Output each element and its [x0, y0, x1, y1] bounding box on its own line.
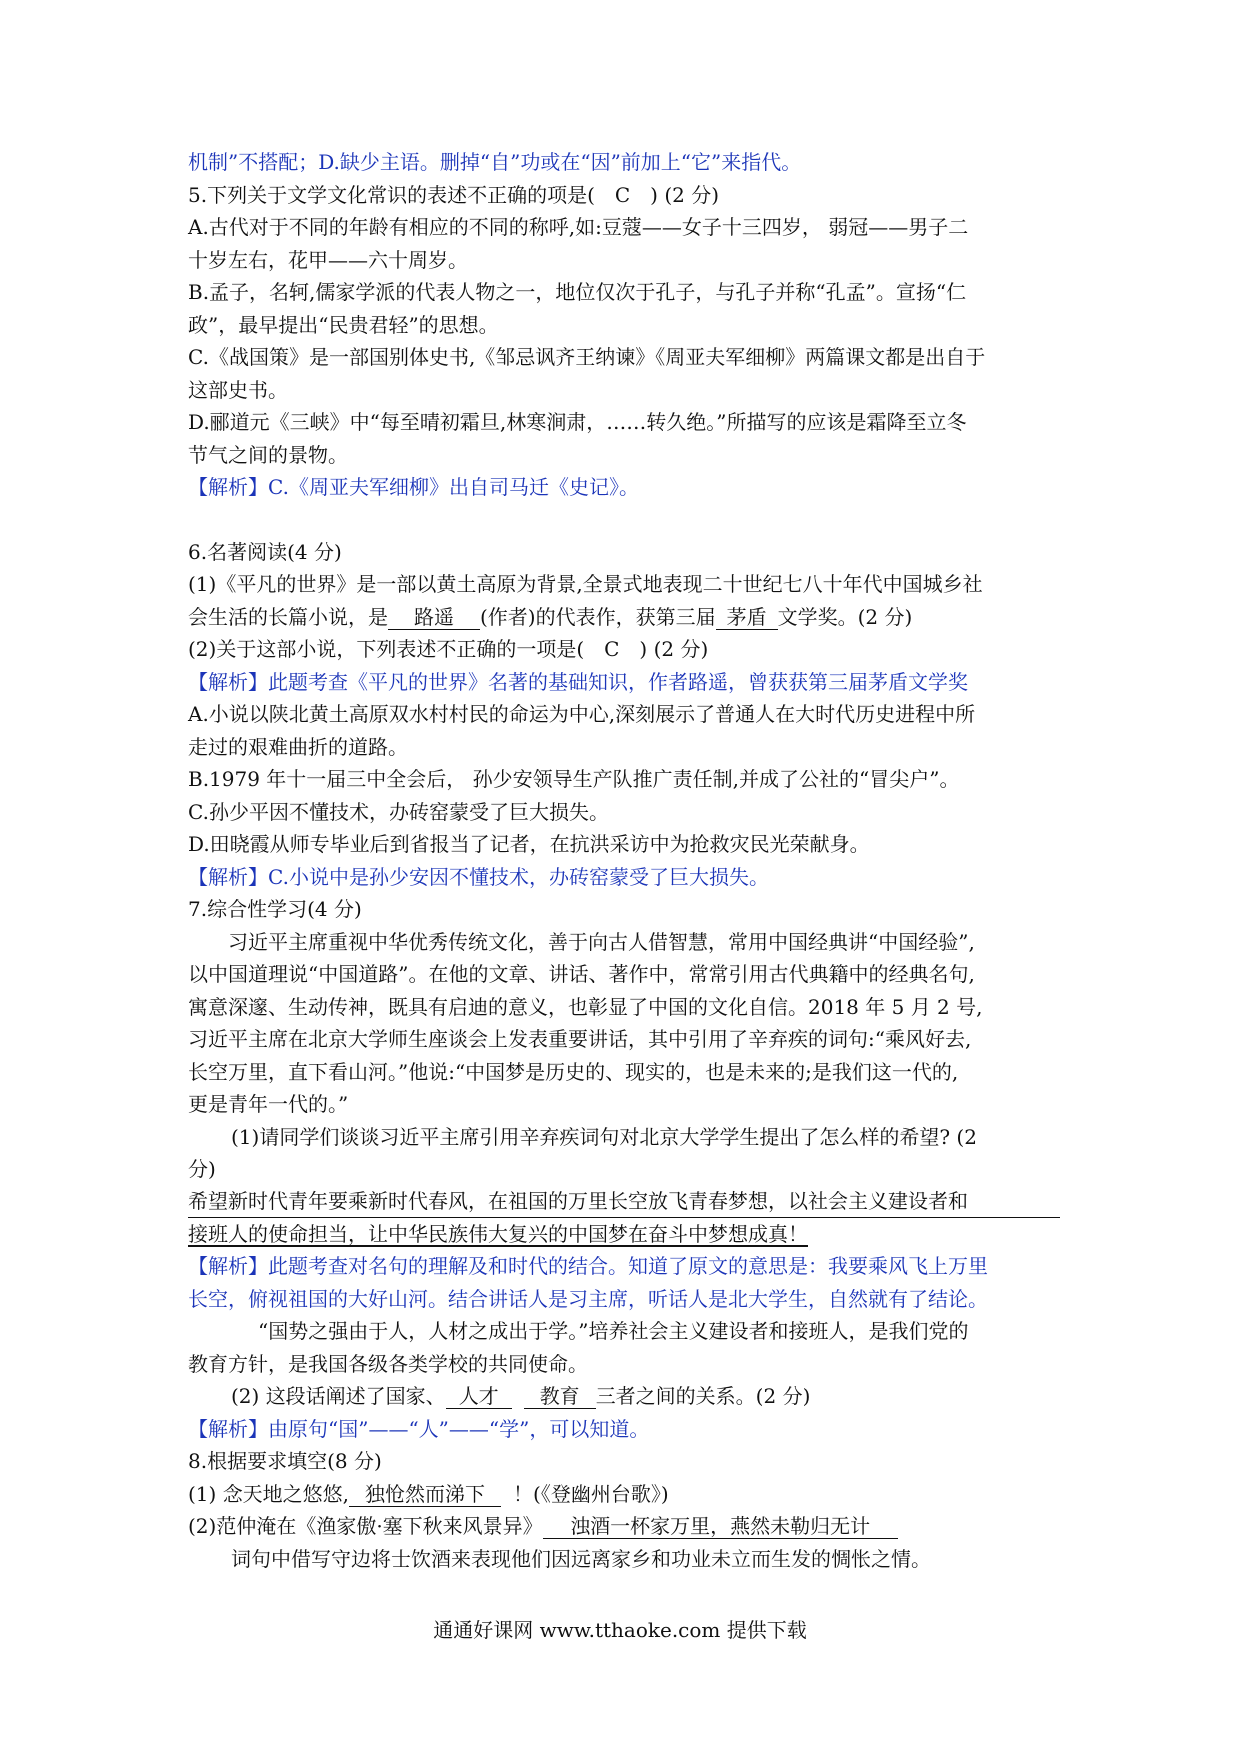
q6-part2: (2)关于这部小说，下列表述不正确的一项是( C ) (2 分) — [188, 637, 709, 661]
q6-option-a: A.小说以陕北黄土高原双水村村民的命运为中心,深刻展示了普通人在大时代历史进程中所 — [188, 702, 976, 726]
passage-line: 习近平主席在北京大学师生座谈会上发表重要讲话，其中引用了辛弃疾的词句:“乘风好去, — [188, 1027, 972, 1051]
analysis-q7-2: 【解析】由原句“国”——“人”——“学”，可以知道。 — [188, 1416, 650, 1441]
q7-part1: (1)请同学们谈谈习近平主席引用辛弃疾词句对北京大学学生提出了怎么样的希望? (2 — [231, 1124, 977, 1149]
passage-quote-cont: 教育方针，是我国各级各类学校的共同使命。 — [188, 1351, 588, 1376]
text: ！(《登幽州台歌》) — [513, 1481, 669, 1506]
text: (作者)的代表作，获第三届 — [480, 604, 716, 629]
answer-blank-award: 茅盾 — [716, 605, 778, 630]
q6-part1: (1)《平凡的世界》是一部以黄土高原为背景,全景式地表现二十世纪七八十年代中国城乡社 — [188, 572, 983, 596]
passage-line: 寓意深邃、生动传神，既具有启迪的意义，也彰显了中国的文化自信。2018 年 5 月 2 号, — [188, 994, 983, 1019]
q7-part2 — [188, 1380, 1060, 1413]
q6-part1-cont — [188, 601, 1060, 634]
option-c: C.《战国策》是一部国别体史书,《邹忌讽齐王纳谏》《周亚夫军细柳》两篇课文都是出自于 — [188, 345, 986, 369]
analysis-q7-cont: 长空，俯视祖国的大好山河。结合讲话人是习主席，听话人是北大学生，自然就有了结论。 — [188, 1286, 988, 1311]
passage-line: 更是青年一代的。” — [188, 1092, 349, 1116]
question-6: 6.名著阅读(4 分) — [188, 539, 342, 564]
analysis-q5: 【解析】C.《周亚夫军细柳》出自司马迁《史记》。 — [188, 475, 639, 499]
passage-quote: “国势之强由于人，人材之成出于学。”培养社会主义建设者和接班人，是我们党的 — [258, 1319, 969, 1343]
q8-part2-cont: 词句中借写守边将士饮酒来表现他们因远离家乡和功业未立而生发的惆怅之情。 — [231, 1546, 931, 1571]
analysis-q6: 【解析】此题考查《平凡的世界》名著的基础知识，作者路遥，曾获获第三届茅盾文学奖 — [188, 669, 968, 694]
option-d: D.郦道元《三峡》中“每至晴初霜旦,林寒涧肃，……转久绝。”所描写的应该是霜降至立冬 — [188, 410, 967, 434]
answer-blank: 人才 — [446, 1384, 512, 1409]
page-footer: 通通好课网 www.tthaoke.com 提供下载 — [433, 1618, 807, 1642]
text: 文学奖。(2 分) — [777, 604, 913, 629]
q6-option-d: D.田晓霞从师专毕业后到省报当了记者，在抗洪采访中为抢救灾民光荣献身。 — [188, 832, 870, 856]
option-d-cont: 节气之间的景物。 — [188, 442, 348, 467]
answer-blank: 浊酒一杯家万里，燕然未勒归无计 — [543, 1514, 898, 1539]
answer-line-cont — [188, 1218, 1060, 1251]
option-c-cont: 这部史书。 — [188, 377, 288, 402]
document-page — [188, 146, 1060, 1575]
answer-blank: 独怆然而涕下 — [349, 1482, 501, 1507]
passage-line: 长空万里，直下看山河。”他说:“中国梦是历史的、现实的，也是未来的;是我们这一代的, — [188, 1059, 959, 1084]
passage-line: 习近平主席重视中华优秀传统文化，善于向古人借智慧，常用中国经典讲“中国经验”, — [228, 929, 975, 954]
spacer — [188, 504, 1060, 536]
text: (2) 这段话阐述了国家、 — [231, 1384, 446, 1408]
option-b-cont: 政”，最早提出“民贵君轻”的思想。 — [188, 312, 499, 337]
text: (2)范仲淹在《渔家傲·塞下秋来风景异》 — [188, 1514, 543, 1538]
option-a: A.古代对于不同的年龄有相应的不同的称呼,如:豆蔻——女子十三四岁， 弱冠——男子二 — [188, 215, 969, 239]
analysis-q6-2: 【解析】C.小说中是孙少安因不懂技术，办砖窑蒙受了巨大损失。 — [188, 864, 769, 889]
q6-option-b: B.1979 年十一届三中全会后， 孙少安领导生产队推广责任制,并成了公社的“冒尖户”。 — [188, 767, 960, 791]
passage-line: 以中国道理说“中国道路”。在他的文章、讲话、著作中，常常引用古代典籍中的经典名句, — [188, 962, 975, 986]
answer-text: 接班人的使命担当，让中华民族伟大复兴的中国梦在奋斗中梦想成真！ — [188, 1221, 808, 1246]
q6-option-a-cont: 走过的艰难曲折的道路。 — [188, 734, 408, 759]
answer-blank-author: 路遥 — [388, 605, 480, 630]
analysis-q7: 【解析】此题考查对名句的理解及和时代的结合。知道了原文的意思是：我要乘风飞上万里 — [188, 1254, 988, 1278]
option-b: B.孟子，名轲,儒家学派的代表人物之一，地位仅次于孔子，与孔子并称“孔孟”。宣扬“仁 — [188, 280, 967, 304]
q8-part2 — [188, 1510, 1060, 1543]
answer-blank: 教育 — [524, 1384, 596, 1409]
question-7: 7.综合性学习(4 分) — [188, 897, 362, 921]
q8-part1 — [188, 1478, 1060, 1511]
text: (1) 念天地之悠悠, — [188, 1481, 350, 1506]
answer-line: 希望新时代青年要乘新时代春风，在祖国的万里长空放飞青春梦想，以社会主义建设者和 — [188, 1186, 1060, 1218]
question-8: 8.根据要求填空(8 分) — [188, 1449, 382, 1473]
q6-option-c: C.孙少平因不懂技术，办砖窑蒙受了巨大损失。 — [188, 799, 609, 824]
option-a-cont: 十岁左右，花甲——六十周岁。 — [188, 247, 468, 272]
question-5: 5.下列关于文学文化常识的表述不正确的项是( C ) (2 分) — [188, 182, 720, 207]
q7-part1-cont: 分) — [188, 1157, 216, 1181]
text: 会生活的长篇小说，是 — [188, 604, 388, 629]
text: 三者之间的关系。(2 分) — [595, 1384, 811, 1408]
analysis-line: 机制”不搭配；D.缺少主语。删掉“自”功或在“因”前加上“它”来指代。 — [188, 150, 802, 174]
